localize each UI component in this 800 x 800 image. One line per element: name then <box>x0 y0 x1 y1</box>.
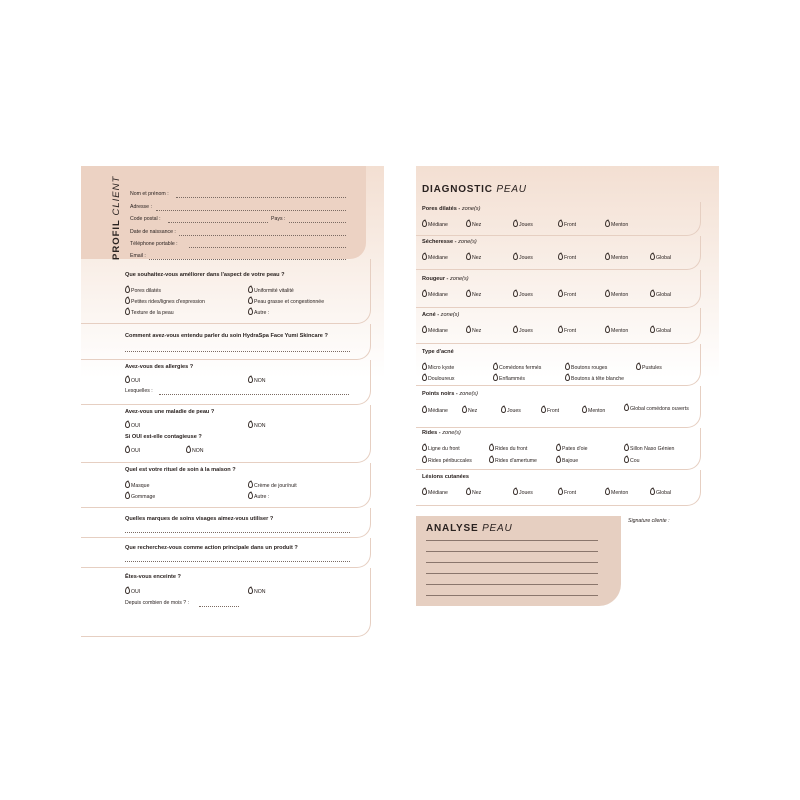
drop-icon <box>556 444 561 451</box>
points-noirs-global[interactable]: Global comédons ouverts <box>624 404 694 413</box>
drop-icon <box>248 492 253 499</box>
drop-icon <box>513 253 518 260</box>
drop-icon <box>605 253 610 260</box>
analyse-line[interactable] <box>426 584 598 585</box>
q8-answer-line[interactable] <box>125 561 350 562</box>
acne-mediane[interactable]: Médiane <box>422 326 448 334</box>
drop-icon <box>558 253 563 260</box>
q5-oui[interactable]: OUI <box>125 446 140 454</box>
field-date-line[interactable] <box>179 235 346 236</box>
lesions-joues[interactable]: Joues <box>513 488 533 496</box>
field-email: Email : <box>130 253 146 259</box>
drop-icon <box>422 374 427 381</box>
type-acne-comedons-fermes[interactable]: Comédons fermés <box>493 363 541 371</box>
drop-icon <box>125 446 130 453</box>
field-telephone: Téléphone portable : <box>130 241 178 247</box>
drop-icon <box>422 406 427 413</box>
drop-icon <box>565 374 570 381</box>
drop-icon <box>466 220 471 227</box>
drop-icon <box>582 406 587 413</box>
q6-label: Quel est votre rituel de soin à la maison ? <box>125 467 236 473</box>
profil-title-italic: CLIENT <box>111 175 122 216</box>
profil-client-page <box>81 166 384 637</box>
drop-icon <box>466 290 471 297</box>
q4-oui[interactable]: OUI <box>125 421 140 429</box>
analyse-title-italic: PEAU <box>482 523 513 534</box>
secheresse-global[interactable]: Global <box>650 253 671 261</box>
lesions-nez[interactable]: Nez <box>466 488 481 496</box>
q8-card <box>81 538 371 568</box>
field-nom-line[interactable] <box>176 197 346 198</box>
q9-oui[interactable]: OUI <box>125 587 140 595</box>
drop-icon <box>493 363 498 370</box>
drop-icon <box>624 444 629 451</box>
lesions-menton[interactable]: Menton <box>605 488 628 496</box>
drop-icon <box>422 363 427 370</box>
rougeur-mediane[interactable]: Médiane <box>422 290 448 298</box>
rides-sillon[interactable]: Sillon Naso Génien <box>624 444 674 452</box>
pores-nez[interactable]: Nez <box>466 220 481 228</box>
drop-icon <box>650 290 655 297</box>
q4-non[interactable]: NON <box>248 421 266 429</box>
drop-icon <box>186 446 191 453</box>
acne-front[interactable]: Front <box>558 326 576 334</box>
drop-icon <box>422 326 427 333</box>
type-acne-boutons-tete-blanche[interactable]: Boutons à tête blanche <box>565 374 624 382</box>
lesions-front[interactable]: Front <box>558 488 576 496</box>
field-code-postal-line[interactable] <box>168 222 268 223</box>
drop-icon <box>125 297 130 304</box>
q1-option-autre[interactable]: Autre : <box>248 308 269 316</box>
drop-icon <box>422 488 427 495</box>
field-telephone-line[interactable] <box>189 247 346 248</box>
drop-icon <box>501 406 506 413</box>
drop-icon <box>513 220 518 227</box>
analyse-line[interactable] <box>426 551 598 552</box>
drop-icon <box>513 488 518 495</box>
drop-icon <box>422 220 427 227</box>
points-noirs-front[interactable]: Front <box>541 406 559 414</box>
rides-cou[interactable]: Cou <box>624 456 640 464</box>
lesions-global[interactable]: Global <box>650 488 671 496</box>
secheresse-mediane[interactable]: Médiane <box>422 253 448 261</box>
acne-global[interactable]: Global <box>650 326 671 334</box>
drop-icon <box>513 290 518 297</box>
q9-label: Êtes-vous enceinte ? <box>125 574 181 580</box>
q1-option-peau-grasse[interactable]: Peau grasse et congestionnée <box>248 297 324 305</box>
drop-icon <box>489 444 494 451</box>
depuis-label: Depuis combien de mois ? : <box>125 600 190 606</box>
q9-non[interactable]: NON <box>248 587 266 595</box>
drop-icon <box>125 308 130 315</box>
drop-icon <box>558 290 563 297</box>
drop-icon <box>248 481 253 488</box>
rougeur-front[interactable]: Front <box>558 290 576 298</box>
field-date-naissance: Date de naissance : <box>130 229 176 235</box>
drop-icon <box>558 220 563 227</box>
drop-icon <box>650 326 655 333</box>
acne-nez[interactable]: Nez <box>466 326 481 334</box>
drop-icon <box>248 286 253 293</box>
type-acne-boutons-rouges[interactable]: Boutons rouges <box>565 363 607 371</box>
diagnostic-title <box>422 184 527 195</box>
drop-icon <box>650 488 655 495</box>
q4-label: Avez-vous une maladie de peau ? <box>125 409 215 415</box>
rides-peribuccales[interactable]: Rides péribuccales <box>422 456 472 464</box>
points-noirs-mediane[interactable]: Médiane <box>422 406 448 414</box>
rides-amertume[interactable]: Rides d'amertume <box>489 456 537 464</box>
drop-icon <box>422 290 427 297</box>
q6-option-gommage[interactable]: Gommage <box>125 492 155 500</box>
drop-icon <box>605 290 610 297</box>
lesions-mediane[interactable]: Médiane <box>422 488 448 496</box>
q1-option-uniformite[interactable]: Uniformité vitalité <box>248 286 294 294</box>
drop-icon <box>493 374 498 381</box>
drop-icon <box>248 587 253 594</box>
q2-card <box>81 324 371 360</box>
profil-vertical-title <box>111 176 122 260</box>
points-noirs-label: Points noirs - zone(s) <box>422 391 478 397</box>
profil-header-card <box>81 166 366 259</box>
analyse-line[interactable] <box>426 540 598 541</box>
rides-pates-oie[interactable]: Pates d'oie <box>556 444 588 452</box>
secheresse-label: Sécheresse - zone(s) <box>422 239 477 245</box>
type-acne-label: Type d'acné <box>422 349 454 355</box>
drop-icon <box>248 421 253 428</box>
acne-menton[interactable]: Menton <box>605 326 628 334</box>
pores-mediane[interactable]: Médiane <box>422 220 448 228</box>
q1-option-pores[interactable]: Pores dilatés <box>125 286 161 294</box>
drop-icon <box>466 488 471 495</box>
points-noirs-joues[interactable]: Joues <box>501 406 521 414</box>
rougeur-global[interactable]: Global <box>650 290 671 298</box>
points-noirs-menton[interactable]: Menton <box>582 406 605 414</box>
drop-icon <box>605 220 610 227</box>
drop-icon <box>248 376 253 383</box>
rougeur-nez[interactable]: Nez <box>466 290 481 298</box>
diagnostic-page <box>416 166 719 637</box>
depuis-line[interactable] <box>199 606 239 607</box>
q1-label: Que souhaitez-vous améliorer dans l'aspect de votre peau ? <box>125 272 285 278</box>
rougeur-label: Rougeur - zone(s) <box>422 276 469 282</box>
drop-icon <box>422 444 427 451</box>
rides-ligne-front[interactable]: Ligne du front <box>422 444 460 452</box>
q3-oui[interactable]: OUI <box>125 376 140 384</box>
points-noirs-nez[interactable]: Nez <box>462 406 477 414</box>
drop-icon <box>422 456 427 463</box>
lesions-label: Lésions cutanées <box>422 474 469 480</box>
analyse-line[interactable] <box>426 573 598 574</box>
pores-menton[interactable]: Menton <box>605 220 628 228</box>
q3-non[interactable]: NON <box>248 376 266 384</box>
lesquelles-label: Lesquelles : <box>125 388 153 394</box>
q3-label: Avez-vous des allergies ? <box>125 364 194 370</box>
field-pays-line[interactable] <box>289 222 346 223</box>
diagnostic-title-bold: DIAGNOSTIC <box>422 184 493 195</box>
drop-icon <box>125 587 130 594</box>
q1-option-rides[interactable]: Petites rides/lignes d'expression <box>125 297 205 305</box>
q7-answer-line[interactable] <box>125 532 350 533</box>
diagnostic-title-italic: PEAU <box>496 184 527 195</box>
drop-icon <box>466 326 471 333</box>
analyse-title <box>426 523 513 534</box>
drop-icon <box>422 253 427 260</box>
signature-label: Signature cliente : <box>628 518 670 524</box>
q2-label: Comment avez-vous entendu parler du soin HydraSpa Face Yumi Skincare ? <box>125 333 328 339</box>
q5-non[interactable]: NON <box>186 446 204 454</box>
q5-label: Si OUI est-elle contagieuse ? <box>125 434 202 440</box>
drop-icon <box>125 421 130 428</box>
drop-icon <box>489 456 494 463</box>
drop-icon <box>636 363 641 370</box>
q7-label: Quelles marques de soins visages aimez-vous utiliser ? <box>125 516 274 522</box>
q8-label: Que recherchez-vous comme action principale dans un produit ? <box>125 545 298 551</box>
rougeur-joues[interactable]: Joues <box>513 290 533 298</box>
q6-option-masque[interactable]: Masque <box>125 481 149 489</box>
drop-icon <box>650 253 655 260</box>
drop-icon <box>125 286 130 293</box>
q7-card <box>81 508 371 538</box>
type-acne-micro-kyste[interactable]: Micro kyste <box>422 363 454 371</box>
q6-option-autre[interactable]: Autre : <box>248 492 269 500</box>
acne-joues[interactable]: Joues <box>513 326 533 334</box>
acne-label: Acné - zone(s) <box>422 312 460 318</box>
rides-label: Rides - zone(s) <box>422 430 461 436</box>
drop-icon <box>558 488 563 495</box>
analyse-title-bold: ANALYSE <box>426 523 479 534</box>
drop-icon <box>558 326 563 333</box>
type-acne-enflammes[interactable]: Enflammés <box>493 374 525 382</box>
analyse-line[interactable] <box>426 595 598 596</box>
q1-option-texture[interactable]: Texture de la peau <box>125 308 174 316</box>
type-acne-douloureux[interactable]: Douloureux <box>422 374 455 382</box>
rides-du-front[interactable]: Rides du front <box>489 444 527 452</box>
field-adresse: Adresse : <box>130 204 152 210</box>
drop-icon <box>248 297 253 304</box>
q2-answer-line[interactable] <box>125 351 350 352</box>
secheresse-nez[interactable]: Nez <box>466 253 481 261</box>
drop-icon <box>605 488 610 495</box>
rides-bajoue[interactable]: Bajoue <box>556 456 578 464</box>
drop-icon <box>624 404 629 411</box>
field-code-postal: Code postal : <box>130 216 161 222</box>
drop-icon <box>462 406 467 413</box>
pores-label: Pores dilatés - zone(s) <box>422 206 481 212</box>
field-nom: Nom et prénom : <box>130 191 169 197</box>
field-pays: Pays : <box>271 216 286 222</box>
pores-front[interactable]: Front <box>558 220 576 228</box>
analyse-line[interactable] <box>426 562 598 563</box>
drop-icon <box>513 326 518 333</box>
pores-joues[interactable]: Joues <box>513 220 533 228</box>
drop-icon <box>624 456 629 463</box>
drop-icon <box>248 308 253 315</box>
drop-icon <box>466 253 471 260</box>
type-acne-pustules[interactable]: Pustules <box>636 363 662 371</box>
rougeur-menton[interactable]: Menton <box>605 290 628 298</box>
field-adresse-line[interactable] <box>156 210 346 211</box>
drop-icon <box>541 406 546 413</box>
secheresse-front[interactable]: Front <box>558 253 576 261</box>
q6-option-creme[interactable]: Crème de jour/nuit <box>248 481 297 489</box>
drop-icon <box>565 363 570 370</box>
drop-icon <box>605 326 610 333</box>
drop-icon <box>125 481 130 488</box>
profil-title-bold: PROFIL <box>111 219 122 260</box>
secheresse-menton[interactable]: Menton <box>605 253 628 261</box>
drop-icon <box>556 456 561 463</box>
secheresse-joues[interactable]: Joues <box>513 253 533 261</box>
drop-icon <box>125 376 130 383</box>
drop-icon <box>125 492 130 499</box>
lesquelles-line[interactable] <box>159 394 349 395</box>
